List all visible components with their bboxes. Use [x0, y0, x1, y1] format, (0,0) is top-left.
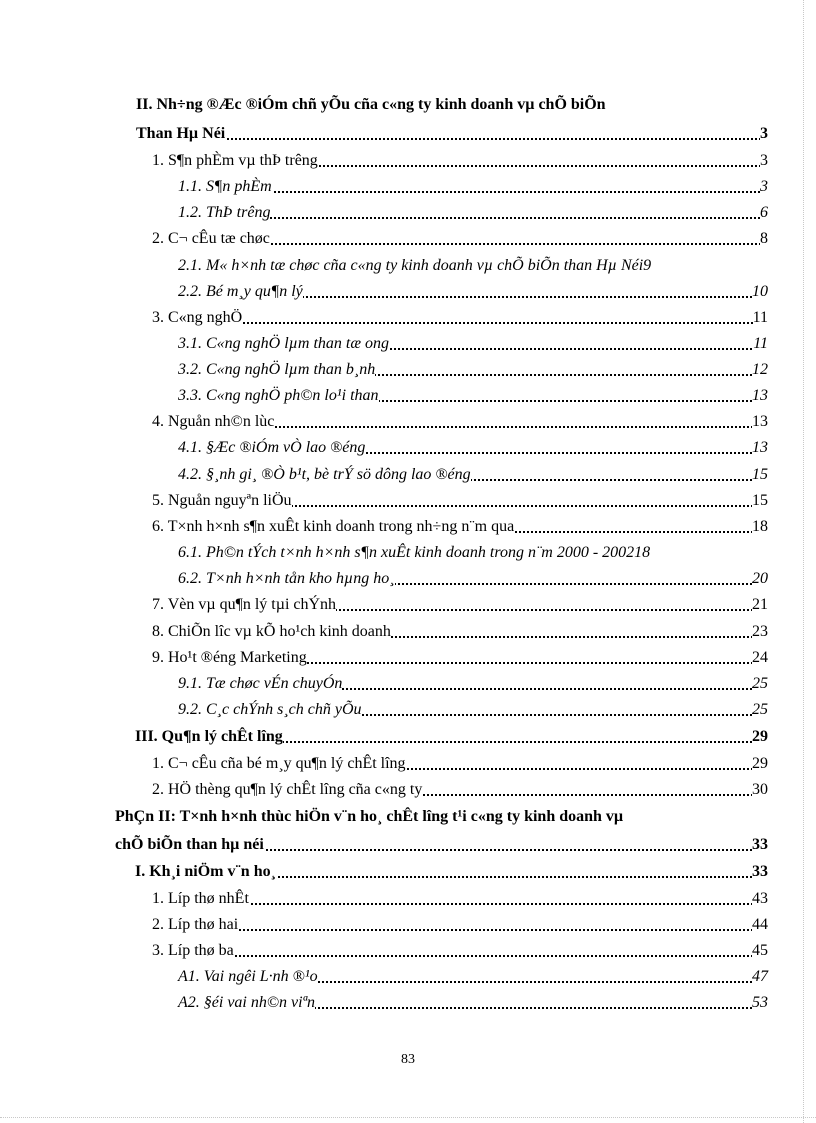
- toc-entry: 2. C¬ cÊu tæ chøc 8: [152, 226, 768, 252]
- toc-entry: 3. C«ng nghÖ 11: [152, 305, 768, 331]
- toc-entry: 6.2. T×nh h×nh tån kho hµng ho¸ 20: [178, 566, 768, 592]
- toc-entry: 2. Líp thø hai 44: [152, 912, 768, 938]
- toc-entry: A2. §éi vai nh©n viªn 53: [178, 990, 768, 1016]
- toc-entry: 3.2. C«ng nghÖ lµm than b¸nh 12: [178, 357, 768, 383]
- toc-entry: 1. Líp thø nhÊt 43: [152, 886, 768, 912]
- toc-entry: 3. Líp thø ba 45: [152, 938, 768, 964]
- toc-entry: 2.2. Bé m¸y qu¶n lý 10: [178, 279, 768, 305]
- toc-entry: II. Nh÷ng ®Æc ®iÓm chñ yÕu cña c«ng ty kinh doanh vµ chÕ biÕn: [136, 96, 606, 113]
- page-border-bottom: [0, 1117, 816, 1118]
- toc-entry: 1. S¶n phÈm vµ thÞ trêng 3: [152, 148, 768, 174]
- toc-entry: 3.3. C«ng nghÖ ph©n lo¹i than 13: [178, 383, 768, 409]
- toc-entry: 1.1. S¶n phÈm 3: [178, 174, 768, 200]
- toc-entry: 6. T×nh h×nh s¶n xuÊt kinh doanh trong nh÷ng n¨m qua 18: [152, 514, 768, 540]
- toc-entry: 3.1. C«ng nghÖ lµm than tæ ong 11: [178, 331, 768, 357]
- toc-entry: 5. Nguån nguyªn liÖu 15: [152, 488, 768, 514]
- toc-entry: III. Qu¶n lý chÊt lîng 29: [135, 724, 768, 750]
- toc-entry: 4.2. §¸nh gi¸ ®Ò b¹t, bè trÝ sö dông lao ®éng 15: [178, 462, 768, 488]
- page-number: 83: [401, 1052, 415, 1067]
- toc-entry: A1. Vai ngêi L·nh ®¹o 47: [178, 964, 768, 990]
- toc-entry: 7. Vèn vµ qu¶n lý tµi chÝnh 21: [152, 592, 768, 618]
- toc-entry: 4. Nguån nh©n lùc 13: [152, 409, 768, 435]
- toc-entry: 2. HÖ thèng qu¶n lý chÊt lîng cña c«ng ty 30: [152, 777, 768, 803]
- toc-entry: 2.1. M« h×nh tæ chøc cña c«ng ty kinh doanh vµ chÕ biÕn than Hµ Néi9: [178, 253, 778, 279]
- toc-entry: 9.2. C¸c chÝnh s¸ch chñ yÕu 25: [178, 697, 768, 723]
- toc-entry: chÕ biÕn than hµ néi 33: [115, 832, 768, 858]
- toc-entry: PhÇn II: T×nh h×nh thùc hiÖn v¨n ho¸ chÊt lîng t¹i c«ng ty kinh doanh vµ: [115, 808, 624, 825]
- toc-entry: 1. C¬ cÊu cña bé m¸y qu¶n lý chÊt lîng 29: [152, 751, 768, 777]
- toc-entry: 1.2. ThÞ trêng 6: [178, 200, 768, 226]
- toc-entry: 9.1. Tæ chøc vÉn chuyÓn 25: [178, 671, 768, 697]
- toc-entry: Than Hµ Néi 3: [136, 121, 768, 147]
- toc-entry: 6.1. Ph©n tÝch t×nh h×nh s¶n xuÊt kinh doanh trong n¨m 2000 - 200218: [178, 540, 778, 566]
- toc-entry: I. Kh¸i niÖm v¨n ho¸ 33: [135, 859, 768, 885]
- page-border-right: [803, 0, 804, 1123]
- toc-entry: 8. ChiÕn lîc vµ kÕ ho¹ch kinh doanh 23: [152, 619, 768, 645]
- toc-entry: 4.1. §Æc ®iÓm vÒ lao ®éng 13: [178, 435, 768, 461]
- toc-entry: 9. Ho¹t ®éng Marketing 24: [152, 645, 768, 671]
